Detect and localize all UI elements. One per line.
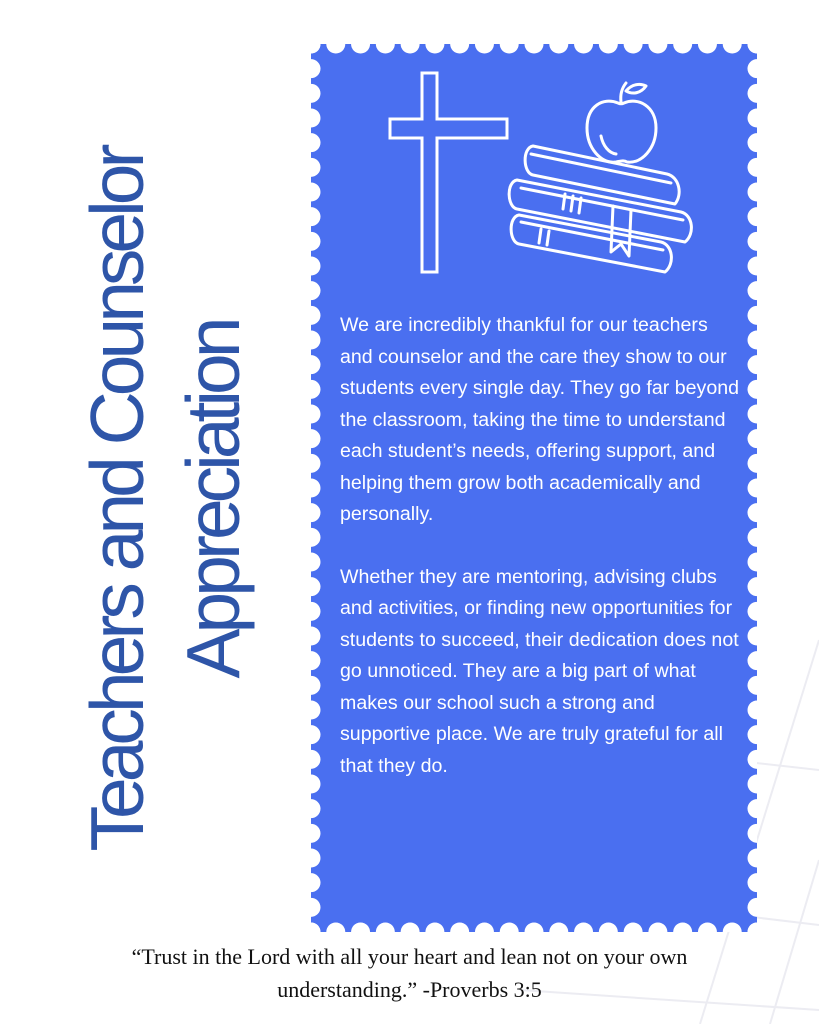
message-paragraph-1: We are incredibly thankful for our teachers and counselor and the care they show to our students every single day. They go far beyond the classroom, taking the time to understand each student’s needs, offering support, and helping them grow both academically and personally. — [340, 314, 740, 525]
icon-group — [311, 44, 757, 304]
appreciation-message — [340, 310, 740, 813]
message-paragraph-2: Whether they are mentoring, advising clubs and activities, or finding new opportunities for students to succeed, their dedication does not go unnoticed. They are a big part of what makes our school such a strong and supportive place. We are truly grateful for all that they do. — [340, 565, 739, 777]
apple-icon — [587, 83, 656, 162]
quote-line-2: understanding.” -Proverbs 3:5 — [277, 977, 542, 1002]
stamp-card — [311, 44, 757, 932]
title-line-2: Appreciation — [171, 321, 255, 679]
quote-line-1: “Trust in the Lord with all your heart and lean not on your own — [131, 944, 688, 969]
cross-icon — [390, 73, 507, 272]
bible-quote — [0, 940, 819, 1006]
title-line-1: Teachers and Counselor — [75, 148, 159, 852]
books-icon — [509, 146, 691, 272]
